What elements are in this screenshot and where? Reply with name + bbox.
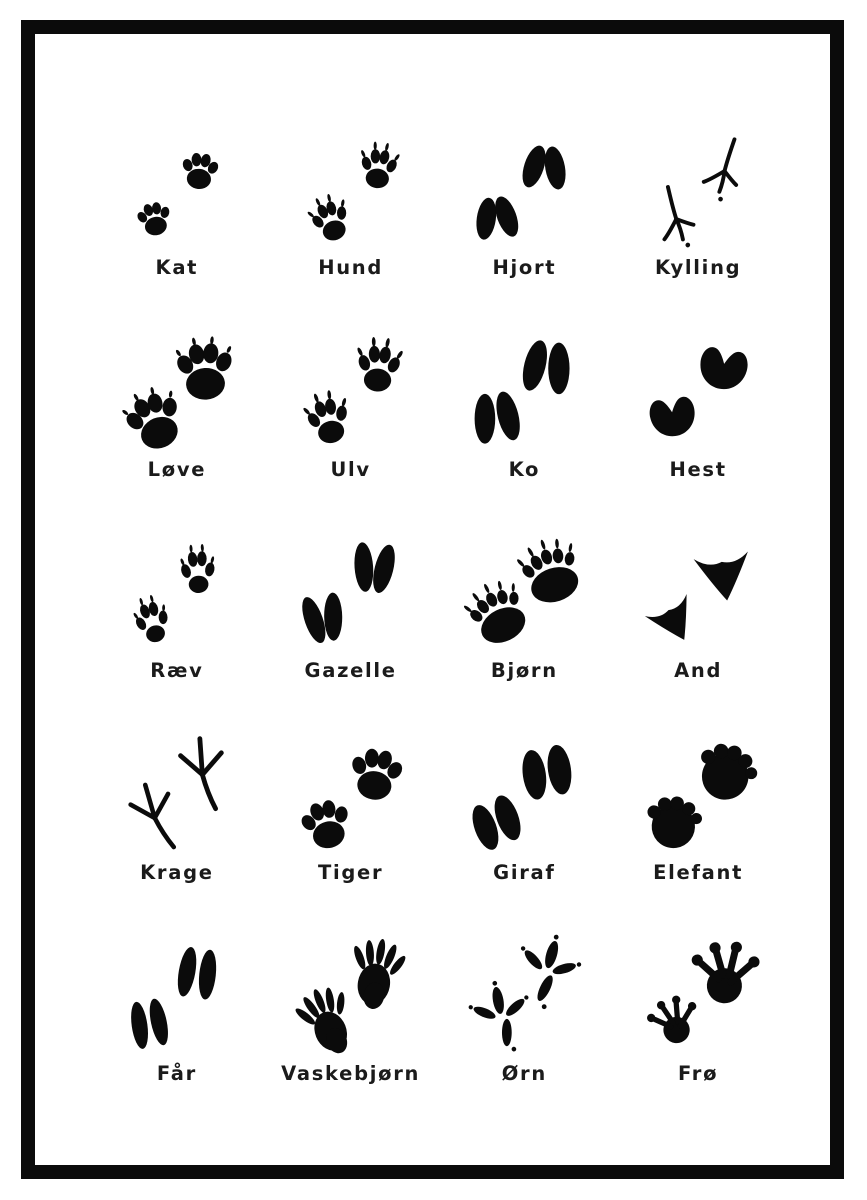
track-cell-vaskebjoern <box>264 894 438 1095</box>
track-label: Hund <box>318 256 384 280</box>
track-label: Hjort <box>492 256 557 280</box>
cow-hoof-tracks-icon <box>455 328 593 454</box>
giraffe-hoof-tracks-icon <box>455 731 593 857</box>
track-cell-raev <box>90 491 264 692</box>
track-cell-elefant <box>611 692 785 893</box>
track-cell-krage <box>90 692 264 893</box>
track-label: Ørn <box>501 1061 547 1085</box>
track-cell-giraf <box>438 692 612 893</box>
track-cell-froe <box>611 894 785 1095</box>
lion-paw-tracks-icon <box>108 328 246 454</box>
track-cell-loeve <box>90 289 264 490</box>
track-label: Elefant <box>653 860 744 884</box>
track-cell-hjort <box>438 88 612 289</box>
cat-paw-tracks-icon <box>108 126 246 252</box>
fox-paw-tracks-icon <box>108 529 246 655</box>
track-cell-kylling <box>611 88 785 289</box>
track-cell-oern <box>438 894 612 1095</box>
track-cell-ko <box>438 289 612 490</box>
track-cell-hund <box>264 88 438 289</box>
raccoon-paw-tracks-icon <box>282 932 420 1058</box>
track-label: Hest <box>669 457 727 481</box>
sheep-hoof-tracks-icon <box>108 932 246 1058</box>
track-label: Bjørn <box>490 659 558 683</box>
frog-foot-tracks-icon <box>629 932 767 1058</box>
gazelle-hoof-tracks-icon <box>282 529 420 655</box>
track-label: Løve <box>147 457 207 481</box>
track-label: Tiger <box>317 860 384 884</box>
track-label: Krage <box>140 860 214 884</box>
track-cell-faar <box>90 894 264 1095</box>
duck-foot-tracks-icon <box>629 529 767 655</box>
track-label: And <box>674 659 723 683</box>
track-label: Kat <box>155 256 199 280</box>
track-label: Ko <box>508 457 541 481</box>
horse-hoof-tracks-icon <box>629 328 767 454</box>
poster-frame <box>21 20 844 1179</box>
crow-foot-tracks-icon <box>108 731 246 857</box>
tiger-paw-tracks-icon <box>282 731 420 857</box>
elephant-foot-tracks-icon <box>629 731 767 857</box>
tracks-grid <box>90 88 785 1095</box>
track-cell-kat <box>90 88 264 289</box>
track-cell-hest <box>611 289 785 490</box>
bear-paw-tracks-icon <box>455 529 593 655</box>
track-label: Får <box>156 1061 197 1085</box>
deer-hoof-tracks-icon <box>455 126 593 252</box>
track-cell-and <box>611 491 785 692</box>
chicken-foot-tracks-icon <box>629 126 767 252</box>
track-label: Kylling <box>654 256 742 280</box>
track-label: Giraf <box>493 860 556 884</box>
dog-paw-tracks-icon <box>282 126 420 252</box>
track-cell-bjoern <box>438 491 612 692</box>
track-cell-tiger <box>264 692 438 893</box>
track-label: Ulv <box>330 457 371 481</box>
wolf-paw-tracks-icon <box>282 328 420 454</box>
track-label: Gazelle <box>304 659 397 683</box>
track-label: Ræv <box>150 659 204 683</box>
track-cell-gazelle <box>264 491 438 692</box>
eagle-foot-tracks-icon <box>455 932 593 1058</box>
track-cell-ulv <box>264 289 438 490</box>
track-label: Frø <box>678 1061 719 1085</box>
track-label: Vaskebjørn <box>281 1061 421 1085</box>
